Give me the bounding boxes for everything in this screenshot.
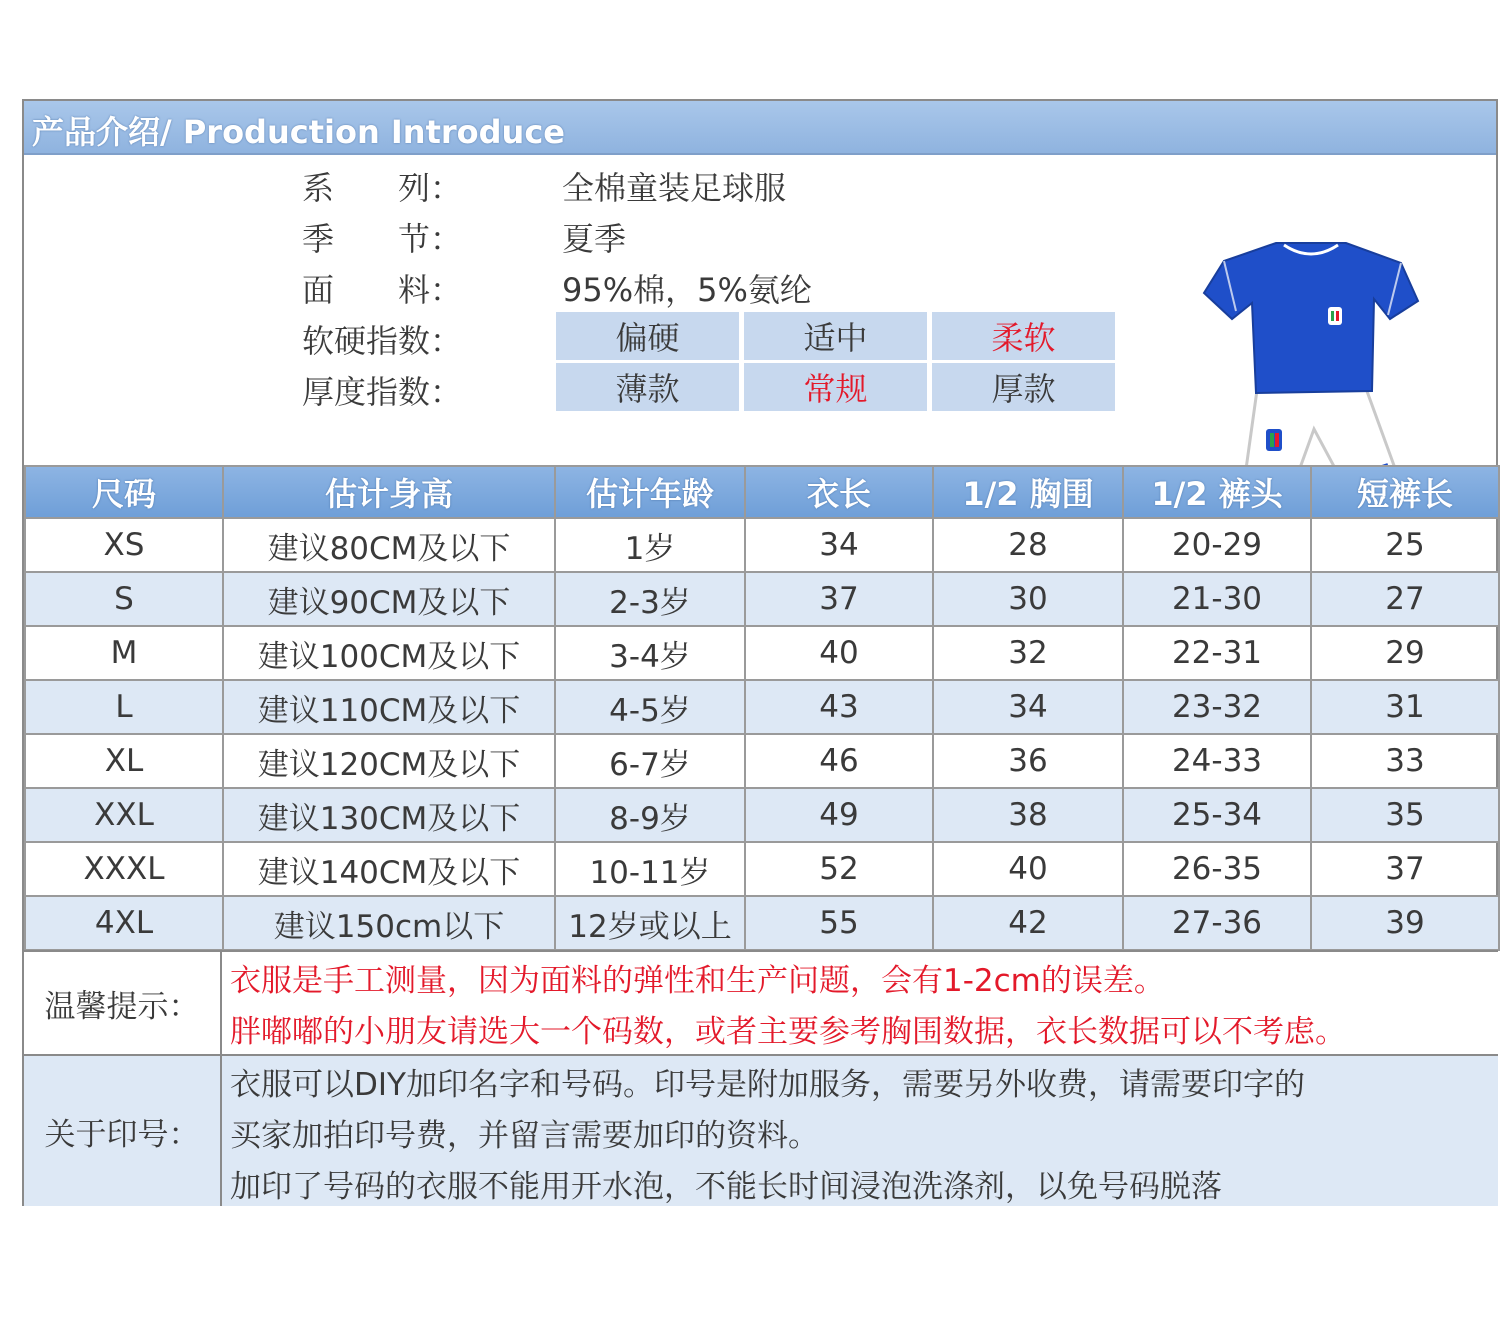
table-cell: 34	[745, 518, 933, 572]
table-cell: 4XL	[25, 896, 223, 950]
softness-option: 适中	[744, 312, 927, 360]
table-cell: 建议140CM及以下	[223, 842, 555, 896]
season-label: 季 节：	[302, 220, 463, 258]
fabric-value: 95%棉，5%氨纶	[562, 271, 812, 309]
table-cell: S	[25, 572, 223, 626]
table-cell: 43	[745, 680, 933, 734]
thickness-label: 厚度指数：	[302, 373, 463, 411]
table-cell: 10-11岁	[555, 842, 745, 896]
title-bar	[24, 101, 1496, 155]
softness-label: 软硬指数：	[302, 322, 463, 360]
table-cell: 4-5岁	[555, 680, 745, 734]
table-cell: 39	[1311, 896, 1499, 950]
table-row	[25, 680, 1499, 734]
table-row	[25, 626, 1499, 680]
thickness-option: 常规	[744, 363, 927, 411]
table-cell: 26-35	[1123, 842, 1311, 896]
table-cell: XL	[25, 734, 223, 788]
column-header: 估计身高	[223, 466, 555, 518]
product-intro	[24, 155, 1496, 465]
table-cell: 42	[933, 896, 1123, 950]
column-header: 估计年龄	[555, 466, 745, 518]
softness-option: 柔软	[932, 312, 1115, 360]
column-header: 1/2 胸围	[933, 466, 1123, 518]
table-cell: 12岁或以上	[555, 896, 745, 950]
table-cell: 23-32	[1123, 680, 1311, 734]
table-cell: 46	[745, 734, 933, 788]
table-cell: 49	[745, 788, 933, 842]
thickness-option: 薄款	[556, 363, 739, 411]
column-header: 尺码	[25, 466, 223, 518]
fabric-label: 面 料：	[302, 271, 463, 309]
table-cell: 2-3岁	[555, 572, 745, 626]
table-cell: 20-29	[1123, 518, 1311, 572]
table-row	[25, 734, 1499, 788]
table-cell: 33	[1311, 734, 1499, 788]
series-label: 系 列：	[302, 169, 463, 207]
table-cell: 35	[1311, 788, 1499, 842]
table-row	[25, 518, 1499, 572]
column-header: 短裤长	[1311, 466, 1499, 518]
printing-line: 买家加拍印号费，并留言需要加印的资料。	[230, 1118, 819, 1154]
table-cell: 37	[745, 572, 933, 626]
printing-label: 关于印号：	[24, 1056, 222, 1206]
tip-line: 衣服是手工测量，因为面料的弹性和生产问题，会有1-2cm的误差。	[230, 963, 1165, 999]
thickness-option: 厚款	[932, 363, 1115, 411]
table-cell: 27-36	[1123, 896, 1311, 950]
printing-row	[24, 1054, 1498, 1206]
table-cell: 3-4岁	[555, 626, 745, 680]
table-row	[25, 788, 1499, 842]
table-cell: L	[25, 680, 223, 734]
size-chart-header	[25, 466, 1499, 518]
table-cell: 40	[933, 842, 1123, 896]
season-value: 夏季	[562, 220, 627, 258]
table-cell: 55	[745, 896, 933, 950]
table-cell: 建议90CM及以下	[223, 572, 555, 626]
printing-text	[230, 1060, 1305, 1213]
table-cell: XS	[25, 518, 223, 572]
table-cell: 建议120CM及以下	[223, 734, 555, 788]
table-cell: 建议100CM及以下	[223, 626, 555, 680]
table-cell: 28	[933, 518, 1123, 572]
tips-row	[24, 950, 1498, 1054]
table-cell: 27	[1311, 572, 1499, 626]
page-title: 产品介绍/ Production Introduce	[32, 113, 565, 151]
table-cell: XXXL	[25, 842, 223, 896]
tips-text	[230, 956, 1346, 1058]
table-cell: 52	[745, 842, 933, 896]
table-cell: 32	[933, 626, 1123, 680]
printing-line: 衣服可以DIY加印名字和号码。印号是附加服务，需要另外收费，请需要印字的	[230, 1067, 1305, 1103]
table-cell: 31	[1311, 680, 1499, 734]
table-cell: 36	[933, 734, 1123, 788]
tips-label: 温馨提示：	[24, 952, 222, 1054]
table-row	[25, 572, 1499, 626]
table-cell: XXL	[25, 788, 223, 842]
table-cell: 30	[933, 572, 1123, 626]
table-cell: 24-33	[1123, 734, 1311, 788]
table-cell: 建议130CM及以下	[223, 788, 555, 842]
table-cell: 8-9岁	[555, 788, 745, 842]
table-row	[25, 842, 1499, 896]
table-cell: 25	[1311, 518, 1499, 572]
series-value: 全棉童装足球服	[562, 169, 787, 207]
size-chart	[24, 465, 1500, 951]
table-cell: 38	[933, 788, 1123, 842]
column-header: 衣长	[745, 466, 933, 518]
softness-option: 偏硬	[556, 312, 739, 360]
table-cell: 22-31	[1123, 626, 1311, 680]
table-cell: 建议150cm以下	[223, 896, 555, 950]
printing-line: 加印了号码的衣服不能用开水泡，不能长时间浸泡洗涤剂，以免号码脱落	[230, 1169, 1222, 1205]
column-header: 1/2 裤头	[1123, 466, 1311, 518]
table-cell: 37	[1311, 842, 1499, 896]
table-cell: 40	[745, 626, 933, 680]
table-cell: 29	[1311, 626, 1499, 680]
table-cell: 建议80CM及以下	[223, 518, 555, 572]
product-card	[22, 99, 1498, 1206]
table-cell: 建议110CM及以下	[223, 680, 555, 734]
table-cell: 6-7岁	[555, 734, 745, 788]
table-cell: 1岁	[555, 518, 745, 572]
table-cell: M	[25, 626, 223, 680]
tip-line: 胖嘟嘟的小朋友请选大一个码数，或者主要参考胸围数据，衣长数据可以不考虑。	[230, 1014, 1346, 1050]
table-cell: 34	[933, 680, 1123, 734]
table-cell: 21-30	[1123, 572, 1311, 626]
table-row	[25, 896, 1499, 950]
football-kit-icon	[1196, 233, 1426, 493]
table-cell: 25-34	[1123, 788, 1311, 842]
